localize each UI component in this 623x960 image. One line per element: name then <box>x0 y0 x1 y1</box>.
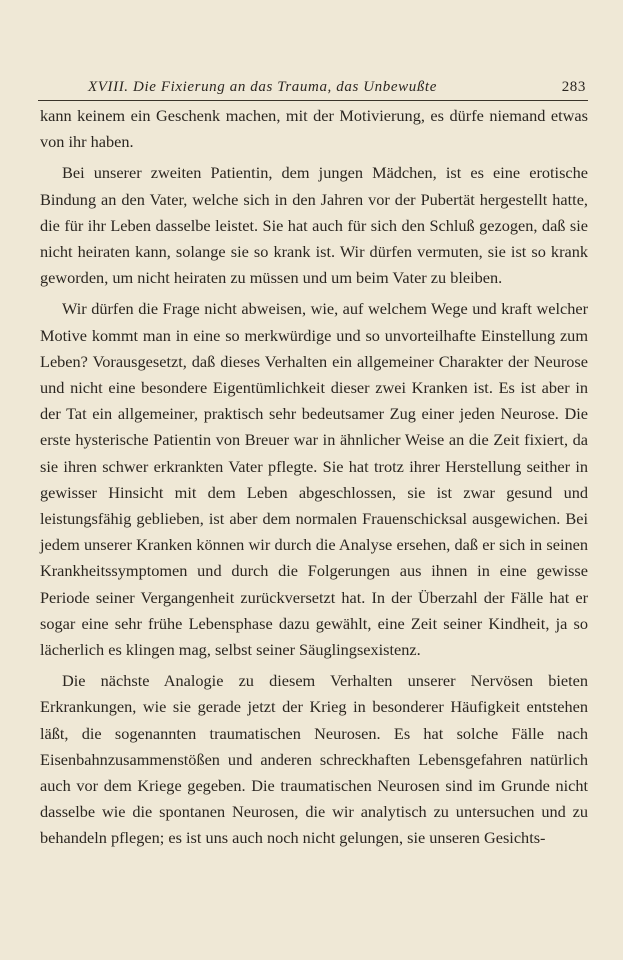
paragraph: Bei unserer zweiten Patientin, dem jungen Mädchen, ist es eine erotische Bindung an den Vater, welche sich in den Jahren vor der Pubertät hergestellt hatte, die für ihr Leben dasselbe leistet. Sie hat auch für sich den Schluß gezogen, daß sie nicht heiraten kann, solange sie so krank ist. Wir dürfen vermuten, sie ist so krank geworden, um nicht heiraten zu müssen und um beim Vater zu bleiben. <box>40 163 588 288</box>
paragraph: Die nächste Analogie zu diesem Verhalten unserer Nervösen bieten Erkrankungen, wie sie gerade jetzt der Krieg in besonderer Häufigkeit entstehen läßt, die sogenannten traumatischen Neurosen. Es hat solche Fälle nach Eisenbahnzusammenstößen und anderen schreckhaften Lebensgefahren natürlich auch vor dem Kriege gegeben. Die traumatischen Neurosen sind im Grunde nicht dasselbe wie die spontanen Neurosen, die wir analytisch zu untersuchen und zu behandeln pflegen; es ist uns auch noch nicht gelungen, sie unseren Gesichts- <box>40 671 588 848</box>
header-rule <box>38 100 588 101</box>
page-number: 283 <box>561 79 586 95</box>
running-head: XVIII. Die Fixierung an das Trauma, das Unbewußte <box>88 79 437 95</box>
paragraph: kann keinem ein Geschenk machen, mit der Motivierung, es dürfe niemand etwas von ihr haben. <box>40 106 588 152</box>
body-text <box>40 103 588 852</box>
page-header <box>38 74 588 100</box>
paragraph: Wir dürfen die Frage nicht abweisen, wie, auf welchem Wege und kraft welcher Motive kommt man in eine so merkwürdige und so unvorteilhafte Einstellung zum Leben? Vorausgesetzt, daß dieses Verhalten ein allgemeiner Charakter der Neurose und nicht eine besondere Eigentümlichkeit dieser zwei Kranken ist. Es ist aber in der Tat ein allgemeiner, praktisch sehr bedeutsamer Zug einer jeden Neurose. Die erste hysterische Patientin von Breuer war in ähnlicher Weise an die Zeit fixiert, da sie ihren schwer erkrankten Vater pflegte. Sie hat trotz ihrer Herstellung seither in gewisser Hinsicht mit dem Leben abgeschlossen, sie ist zwar gesund und leistungsfähig geblieben, ist aber dem normalen Frauenschicksal ausgewichen. Bei jedem unserer Kranken können wir durch die Analyse ersehen, daß er sich in seinen Krankheitssymptomen und durch die Folgerungen aus ihnen in eine gewisse Periode seiner Vergangenheit zurückversetzt hat. In der Überzahl der Fälle hat er sogar eine sehr frühe Lebensphase dazu gewählt, eine Zeit seiner Kindheit, ja so lächerlich es klingen mag, selbst seiner Säuglingsexistenz. <box>40 299 588 660</box>
